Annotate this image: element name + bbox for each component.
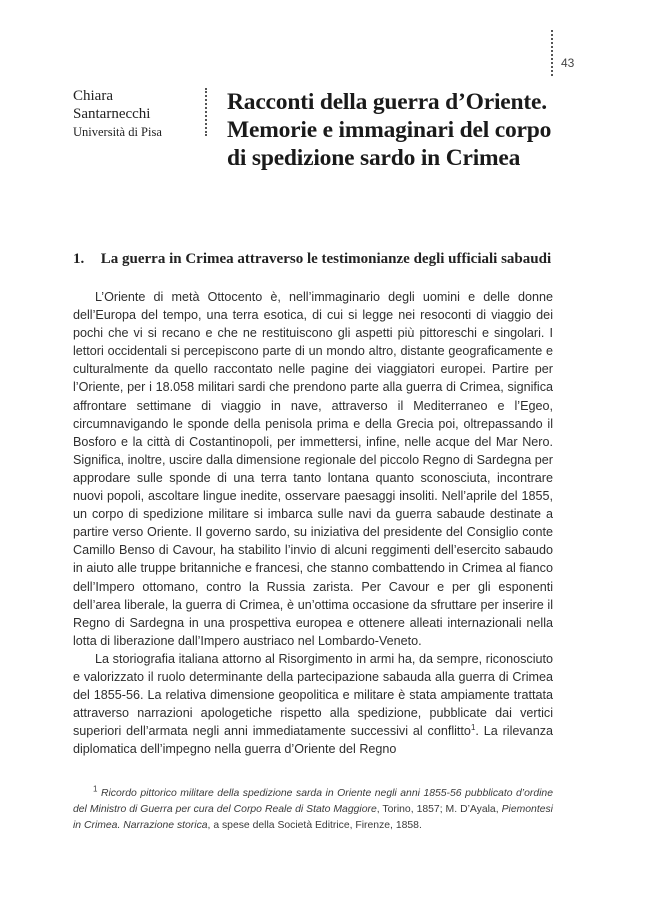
- footnote-text: , Torino, 1857; M. D’Ayala,: [376, 804, 502, 815]
- body-text: [73, 288, 553, 758]
- footnote: [73, 786, 553, 834]
- article-title: Racconti della guerra d’Oriente. Memorie e immaginari del corpo di spedizione sardo in Crimea: [227, 89, 552, 171]
- author-block: [73, 87, 203, 140]
- author-last-name: Santarnecchi: [73, 106, 151, 122]
- section-heading: [73, 251, 573, 268]
- title-divider: [205, 88, 207, 136]
- footnote-text: , a spese della Società Editrice, Firenze, 1858.: [207, 820, 422, 831]
- paragraph: [73, 650, 553, 759]
- footnote-number: 1: [93, 784, 98, 794]
- paragraph-text: . La rilevanza diplomatica dell’impegno nella guerra d’Oriente del Regno: [73, 724, 553, 757]
- page-number: 43: [561, 56, 575, 70]
- footnote-italic: Piemontesi in Crimea. Narrazione storica: [73, 804, 553, 831]
- paragraph: L’Oriente di metà Ottocento è, nell’immaginario degli uomini e delle donne dell’Europa del tempo, una terra esotica, di cui si legge nei resoconti di viaggio dei pochi che vi si recano e che ne restituiscono gli aspetti più pittoreschi e singolari. I lettori occidentali si percepiscono parte di un mondo altro, distante geograficamente e culturalmente da quello raccontato nelle pagine dei viaggiatori europei. Partire per l’Oriente, per i 18.058 militari sardi che prendono parte alla guerra di Crimea, significa affrontare settimane di viaggio in nave, attraverso il Mediterraneo e l’Egeo, circumnavigando le sponde della penisola prima e della Grecia poi, oltrepassando il Bosforo e la città di Costantinopoli, per immettersi, infine, nelle acque del Mar Nero. Significa, inoltre, uscire dalla dimensione regionale del piccolo Regno di Sardegna per approdare sulle sponde di una terra tanto lontana quanto sconosciuta, incontrare nuovi popoli, ascoltare lingue inedite, osservare paesaggi insoliti. Nell’aprile del 1855, un corpo di spedizione militare si imbarca sulle navi da guerra sabaude destinate a partire verso Oriente. Il governo sardo, su iniziativa del presidente del Consiglio conte Camillo Benso di Cavour, ha stabilito l’invio di alcuni reggimenti dell’esercito sabaudo in aiuto alle truppe britanniche e francesi, che stanno combattendo in Crimea al fianco dell’Impero ottomano, contro la Russia zarista. Per Cavour e per gli esponenti dell’area liberale, la guerra di Crimea, è un’ottima occasione da sfruttare per inserire il Regno di Sardegna in una prospettiva europea e ottenere alleati internazionali nella lotta di liberazione dall’Impero austriaco nel Lombardo-Veneto.: [73, 290, 553, 648]
- section-number: 1.: [73, 251, 85, 267]
- author-first-name: Chiara: [73, 88, 113, 104]
- paragraph-text: La storiografia italiana attorno al Risorgimento in armi ha, da sempre, riconosciuto e valorizzato il ruolo determinante della partecipazione sabauda alla guerra di Crimea del 1855-56. La relativa dimensione geopolitica e militare è stata ampiamente trattata attraverso narrazioni apologetiche rispetto alla spedizione, pubblicate dai vertici superiori dell’armata negli anni immediatamente successivi al conflitto: [73, 651, 553, 739]
- section-heading-text: La guerra in Crimea attraverso le testimonianze degli ufficiali sabaudi: [100, 251, 552, 267]
- footnote-reference[interactable]: 1: [470, 723, 476, 733]
- author-affiliation: Università di Pisa: [73, 125, 162, 139]
- footnote-italic: Ricordo pittorico militare della spedizione sarda in Oriente negli anni 1855-56 pubblicato d’ordine del Ministro di Guerra per cura del Corpo Reale di Stato Maggiore: [73, 788, 553, 815]
- page-number-divider: [551, 30, 553, 76]
